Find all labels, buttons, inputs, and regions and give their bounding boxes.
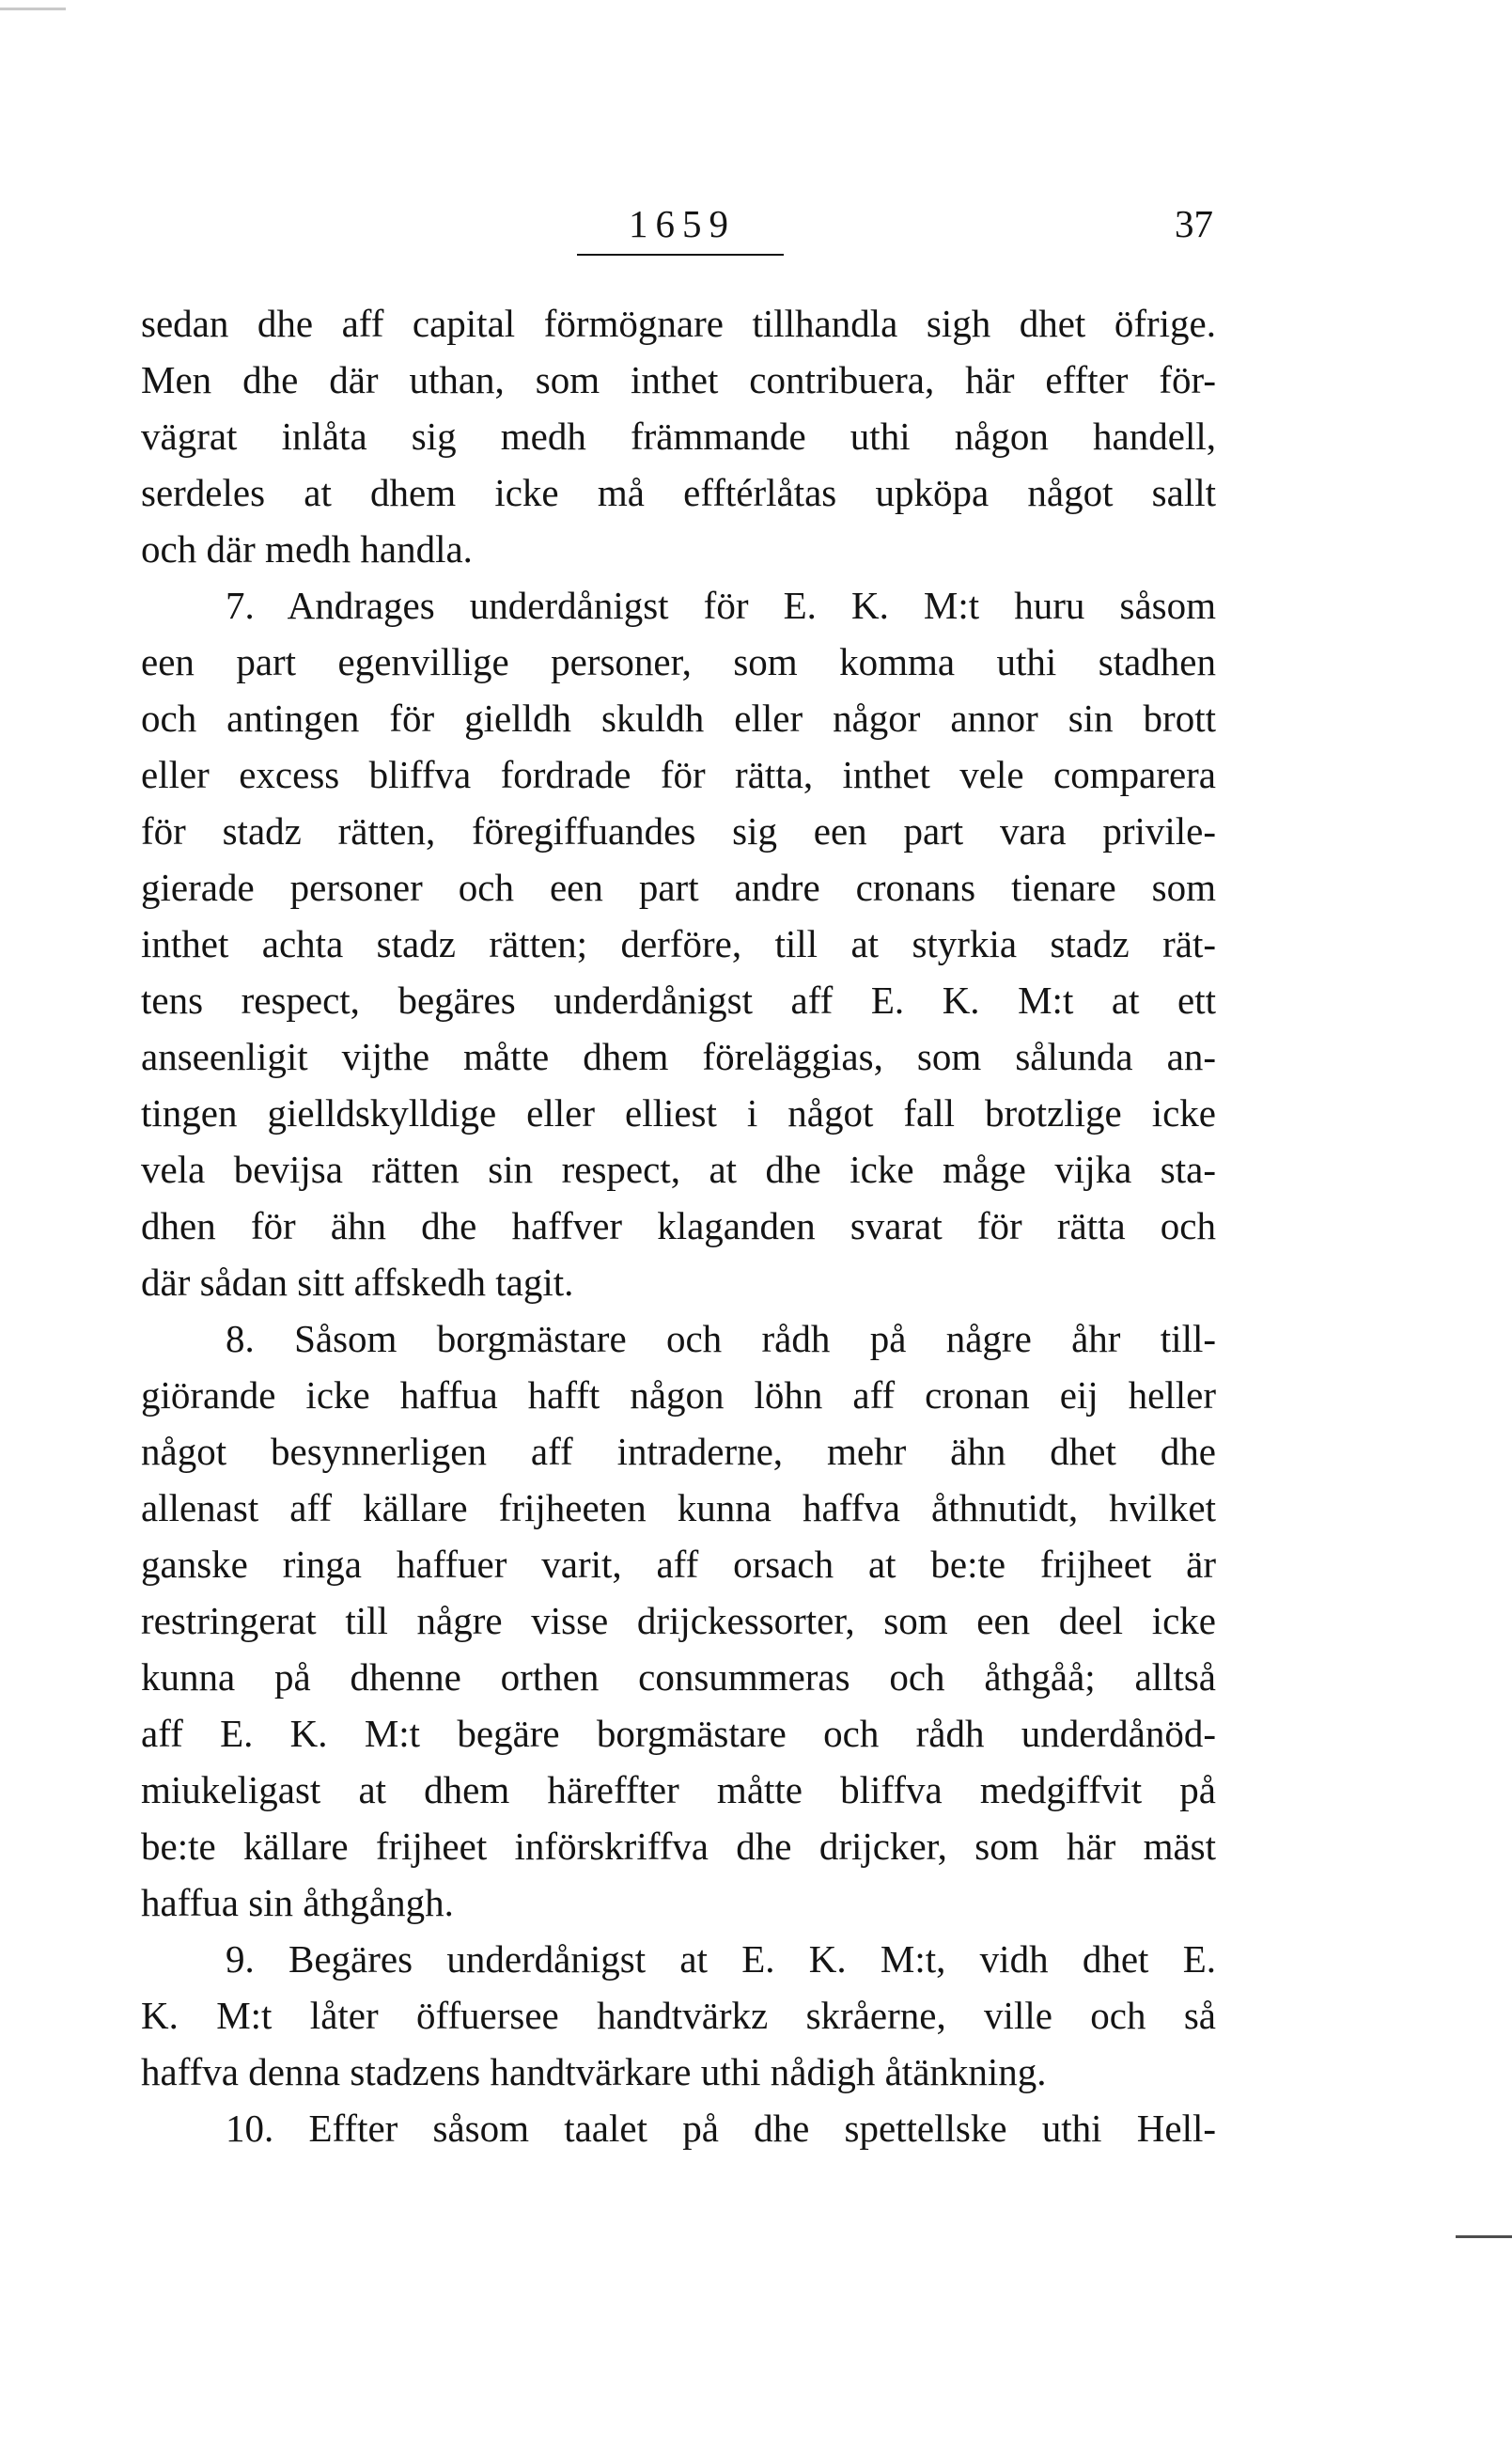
text-line: allenast aff källare frijheeten kunna haffva åthnutidt, hvilket <box>141 1486 1216 1529</box>
text-line: gierade personer och een part andre cronans tienare som <box>141 866 1216 909</box>
text-line: 7. Andrages underdånigst för E. K. M:t huru såsom <box>226 584 1216 627</box>
text-line: miukeligast at dhem häreffter måtte bliffva medgiffvit på <box>141 1768 1216 1811</box>
body-text <box>141 295 1216 2156</box>
scan-artifact-mark <box>1456 2235 1512 2238</box>
page-header <box>0 196 1512 252</box>
text-line: haffva denna stadzens handtvärkare uthi nådigh åtänkning. <box>141 2050 1047 2093</box>
text-line: vägrat inlåta sig medh främmande uthi någon handell, <box>141 415 1216 458</box>
text-line: något besynnerligen aff intraderne, mehr ähn dhet dhe <box>141 1430 1216 1473</box>
page-number: 37 <box>1175 202 1213 245</box>
text-line: een part egenvillige personer, som komma uthi stadhen <box>141 640 1216 683</box>
running-head-year: 1659 <box>629 202 736 245</box>
text-line: anseenligit vijthe måtte dhem föreläggias, som sålunda an- <box>141 1035 1216 1078</box>
text-line: där sådan sitt affskedh tagit. <box>141 1261 574 1304</box>
text-line: restringerat till någre visse drijckessorter, som een deel icke <box>141 1599 1216 1642</box>
text-line: och där medh handla. <box>141 527 473 571</box>
text-line: vela bevijsa rätten sin respect, at dhe icke måge vijka sta- <box>141 1148 1216 1191</box>
text-line: serdeles at dhem icke må efftérlåtas upköpa något sallt <box>141 471 1216 514</box>
text-line: haffua sin åthgångh. <box>141 1881 454 1924</box>
text-line: aff E. K. M:t begäre borgmästare och rådh underdånöd- <box>141 1712 1216 1755</box>
text-line: för stadz rätten, föregiffuandes sig een part vara privile- <box>141 809 1216 853</box>
text-line: 9. Begäres underdånigst at E. K. M:t, vidh dhet E. <box>226 1937 1216 1981</box>
running-head-rule <box>577 254 784 256</box>
text-line: eller excess bliffva fordrade för rätta, inthet vele comparera <box>141 753 1216 796</box>
scan-artifact-mark <box>0 8 66 10</box>
text-line: sedan dhe aff capital förmögnare tillhandla sigh dhet öfrige. <box>141 302 1216 345</box>
text-line: K. M:t låter öffuersee handtvärkz skråerne, ville och så <box>141 1994 1216 2037</box>
text-line: be:te källare frijheet införskriffva dhe drijcker, som här mäst <box>141 1825 1216 1868</box>
text-line: tingen gielldskylldige eller elliest i något fall brotzlige icke <box>141 1091 1216 1135</box>
text-line: Men dhe där uthan, som inthet contribuera, här effter för- <box>141 358 1216 401</box>
text-line: dhen för ähn dhe haffver klaganden svarat för rätta och <box>141 1204 1216 1247</box>
text-line: tens respect, begäres underdånigst aff E. K. M:t at ett <box>141 979 1216 1022</box>
text-line: 10. Effter såsom taalet på dhe spettellske uthi Hell- <box>226 2107 1216 2150</box>
text-line: 8. Såsom borgmästare och rådh på någre åhr till- <box>226 1317 1216 1360</box>
text-line: ganske ringa haffuer varit, aff orsach at be:te frijheet är <box>141 1543 1216 1586</box>
text-line: och antingen för gielldh skuldh eller någor annor sin brott <box>141 697 1216 740</box>
text-line: inthet achta stadz rätten; derföre, till at styrkia stadz rät- <box>141 922 1216 965</box>
text-line: giörande icke haffua hafft någon löhn aff cronan eij heller <box>141 1373 1216 1417</box>
text-line: kunna på dhenne orthen consummeras och åthgåå; alltså <box>141 1655 1216 1699</box>
